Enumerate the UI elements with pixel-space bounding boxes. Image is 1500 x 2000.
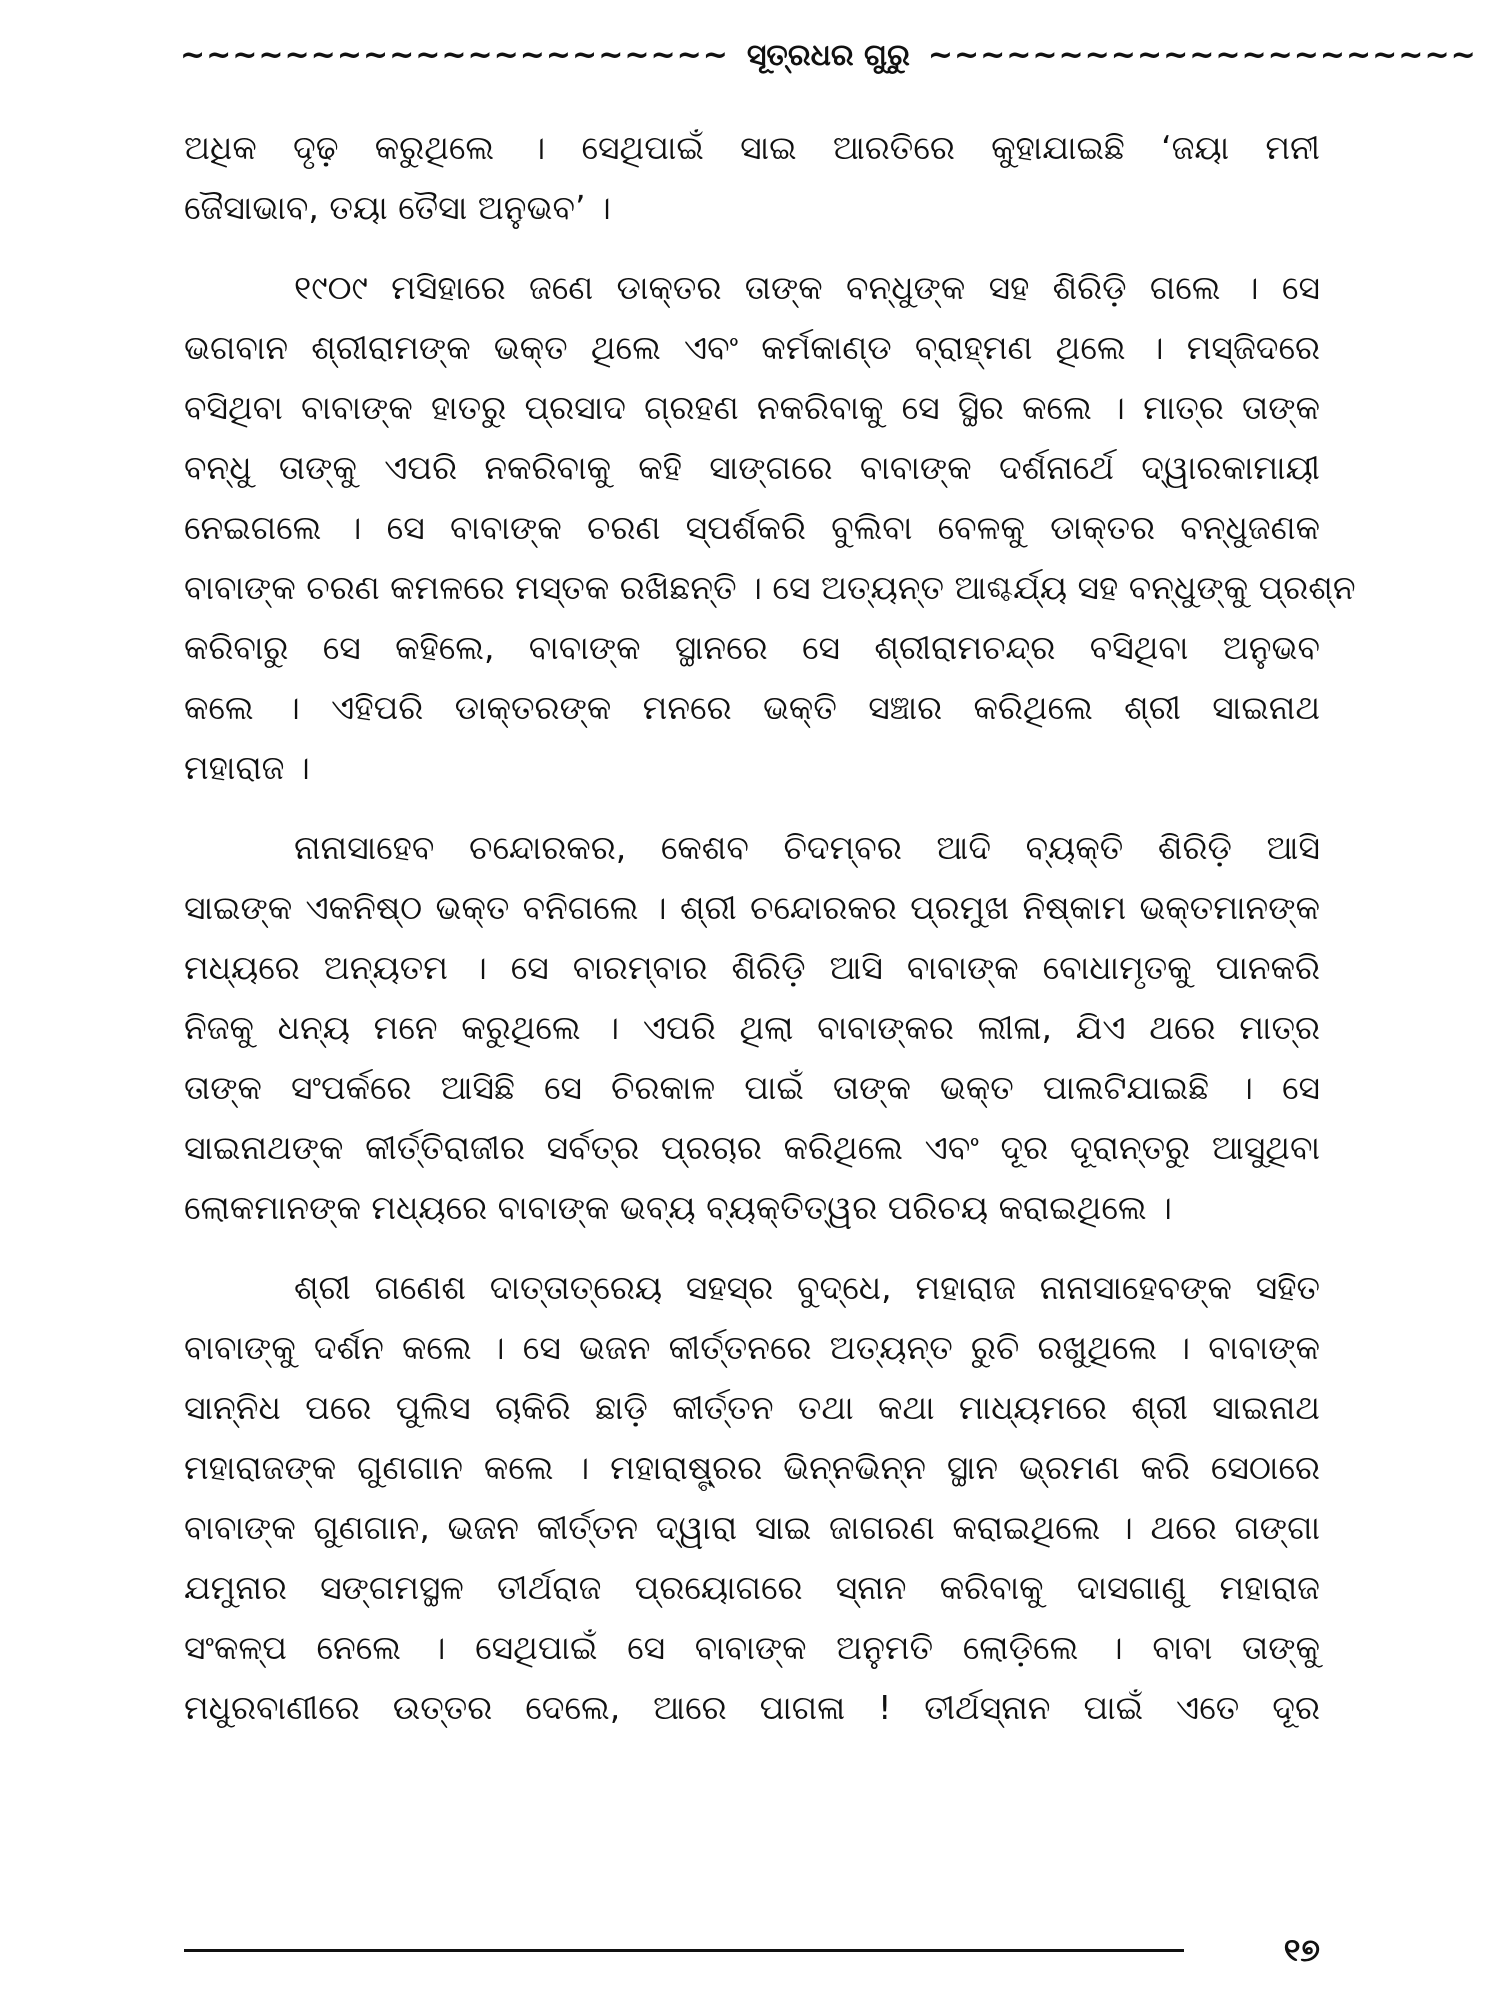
text-line: ମଧ୍ୟରେ ଅନ୍ୟତମ । ସେ ବାରମ୍ବାର ଶିରିଡ଼ି ଆସି ବାବାଙ୍କ ବୋଧାମୃତକୁ ପାନକରି xyxy=(184,948,1320,987)
paragraph-2 xyxy=(184,258,1356,798)
text-line: ଅଧିକ ଦୃଢ଼ କରୁଥିଲେ । ସେଥିପାଇଁ ସାଇ ଆରତିରେ କୁହାଯାଇଛି ‘ଜୟା ମନୀ xyxy=(184,128,1320,167)
text-line: ବନ୍ଧୁ ତାଙ୍କୁ ଏପରି ନକରିବାକୁ କହି ସାଙ୍ଗରେ ବାବାଙ୍କ ଦର୍ଶନାର୍ଥେ ଦ୍ୱାରକାମାୟୀ xyxy=(184,448,1320,487)
text-line: ନାନାସାହେବ ଚନ୍ଦୋରକର, କେଶବ ଚିଦମ୍ବର ଆଦି ବ୍ୟକ୍ତି ଶିରିଡ଼ି ଆସି xyxy=(294,828,1320,867)
paragraph-1 xyxy=(184,118,1320,238)
text-line: ବାବାଙ୍କ ଚରଣ କମଳରେ ମସ୍ତକ ରଖିଛନ୍ତି । ସେ ଅତ୍ୟନ୍ତ ଆଶ୍ଚର୍ଯ୍ୟ ସହ ବନ୍ଧୁଙ୍କୁ ପ୍ରଶ୍ନ xyxy=(184,568,1356,607)
page-number: ୧୭ xyxy=(1283,1930,1320,1969)
text-line: ଶ୍ରୀ ଗଣେଶ ଦାତ୍ତାତ୍ରେୟ ସହସ୍ର ବୁଦ୍ଧେ, ମହାରାଜ ନାନାସାହେବଙ୍କ ସହିତ xyxy=(294,1268,1320,1307)
text-line: ମହାରାଜଙ୍କ ଗୁଣଗାନ କଲେ । ମହାରାଷ୍ଟ୍ରର ଭିନ୍ନଭିନ୍ନ ସ୍ଥାନ ଭ୍ରମଣ କରି ସେଠାରେ xyxy=(184,1448,1320,1487)
text-line: ମଧୁରବାଣୀରେ ଉତ୍ତର ଦେଲେ, ଆରେ ପାଗଳା ! ତୀର୍ଥସ୍ନାନ ପାଇଁ ଏତେ ଦୂର xyxy=(184,1688,1320,1727)
header-title: ସୂତ୍ରଧର ଗୁରୁ xyxy=(746,38,910,73)
text-line: କଲେ । ଏହିପରି ଡାକ୍ତରଙ୍କ ମନରେ ଭକ୍ତି ସଞ୍ଚାର କରିଥିଲେ ଶ୍ରୀ ସାଇନାଥ xyxy=(184,688,1320,727)
text-line: ନେଇଗଲେ । ସେ ବାବାଙ୍କ ଚରଣ ସ୍ପର୍ଶକରି ବୁଲିବା ବେଳକୁ ଡାକ୍ତର ବନ୍ଧୁଜଣକ xyxy=(184,508,1320,547)
text-line: ସଂକଳ୍ପ ନେଲେ । ସେଥିପାଇଁ ସେ ବାବାଙ୍କ ଅନୁମତି ଲୋଡ଼ିଲେ । ବାବା ତାଙ୍କୁ xyxy=(184,1628,1320,1667)
body-text xyxy=(184,118,1356,1758)
paragraph-3 xyxy=(184,818,1320,1238)
text-line: ନିଜକୁ ଧନ୍ୟ ମନେ କରୁଥିଲେ । ଏପରି ଥିଲା ବାବାଙ୍କର ଲୀଳା, ଯିଏ ଥରେ ମାତ୍ର xyxy=(184,1008,1320,1047)
text-line: ଭଗବାନ ଶ୍ରୀରାମଙ୍କ ଭକ୍ତ ଥିଲେ ଏବଂ କର୍ମକାଣ୍ଡ ବ୍ରାହ୍ମଣ ଥିଲେ । ମସ୍‌ଜିଦରେ xyxy=(184,328,1320,367)
text-line: ତାଙ୍କ ସଂପର୍କରେ ଆସିଛି ସେ ଚିରକାଳ ପାଇଁ ତାଙ୍କ ଭକ୍ତ ପାଲଟିଯାଇଛି । ସେ xyxy=(184,1068,1320,1107)
text-line: ଲୋକମାନଙ୍କ ମଧ୍ୟରେ ବାବାଙ୍କ ଭବ୍ୟ ବ୍ୟକ୍ତିତ୍ୱର ପରିଚୟ କରାଇଥିଲେ । xyxy=(184,1188,1172,1227)
text-line: କରିବାରୁ ସେ କହିଲେ, ବାବାଙ୍କ ସ୍ଥାନରେ ସେ ଶ୍ରୀରାମଚନ୍ଦ୍ର ବସିଥିବା ଅନୁଭବ xyxy=(184,628,1320,667)
text-line: ଯମୁନାର ସଙ୍ଗମସ୍ଥଳ ତୀର୍ଥରାଜ ପ୍ରୟୋଗରେ ସ୍ନାନ କରିବାକୁ ଦାସଗାଣୁ ମହାରାଜ xyxy=(184,1568,1320,1607)
footer-rule xyxy=(184,1949,1184,1952)
page-footer xyxy=(184,1930,1320,1970)
header-right-rule: ~~~~~~~~~~~~~~~~~~~~~ xyxy=(927,38,1477,73)
text-line: ମହାରାଜ । xyxy=(184,748,310,787)
running-header xyxy=(180,38,1477,73)
text-line: ଜୈସାଭାବ, ତୟା ତୈସା ଅନୁଭବ’ । xyxy=(184,188,611,227)
text-line: ସାଇନାଥଙ୍କ କୀର୍ତ୍ତିରାଜୀର ସର୍ବତ୍ର ପ୍ରଚାର କରିଥିଲେ ଏବଂ ଦୂର ଦୂରାନ୍ତରୁ ଆସୁଥିବା xyxy=(184,1128,1320,1167)
text-line: ବାବାଙ୍କୁ ଦର୍ଶନ କଲେ । ସେ ଭଜନ କୀର୍ତ୍ତନରେ ଅତ୍ୟନ୍ତ ରୁଚି ରଖୁଥିଲେ । ବାବାଙ୍କ xyxy=(184,1328,1320,1367)
text-line: ସାଇଙ୍କ ଏକନିଷ୍ଠ ଭକ୍ତ ବନିଗଲେ । ଶ୍ରୀ ଚନ୍ଦୋରକର ପ୍ରମୁଖ ନିଷ୍କାମ ଭକ୍ତମାନଙ୍କ xyxy=(184,888,1320,927)
text-line: ସାନ୍ନିଧ ପରେ ପୁଲିସ ଚାକିରି ଛାଡ଼ି କୀର୍ତ୍ତନ ତଥା କଥା ମାଧ୍ୟମରେ ଶ୍ରୀ ସାଇନାଥ xyxy=(184,1388,1320,1427)
header-left-rule: ~~~~~~~~~~~~~~~~~~~~~ xyxy=(180,38,729,73)
text-line: ବସିଥିବା ବାବାଙ୍କ ହାତରୁ ପ୍ରସାଦ ଗ୍ରହଣ ନକରିବାକୁ ସେ ସ୍ଥିର କଲେ । ମାତ୍ର ତାଙ୍କ xyxy=(184,388,1320,427)
paragraph-4 xyxy=(184,1258,1320,1738)
text-line: ବାବାଙ୍କ ଗୁଣଗାନ, ଭଜନ କୀର୍ତ୍ତନ ଦ୍ୱାରା ସାଇ ଜାଗରଣ କରାଇଥିଲେ । ଥରେ ଗଙ୍ଗା xyxy=(184,1508,1320,1547)
text-line: ୧୯୦୯ ମସିହାରେ ଜଣେ ଡାକ୍ତର ତାଙ୍କ ବନ୍ଧୁଙ୍କ ସହ ଶିରିଡ଼ି ଗଲେ । ସେ xyxy=(294,268,1320,307)
